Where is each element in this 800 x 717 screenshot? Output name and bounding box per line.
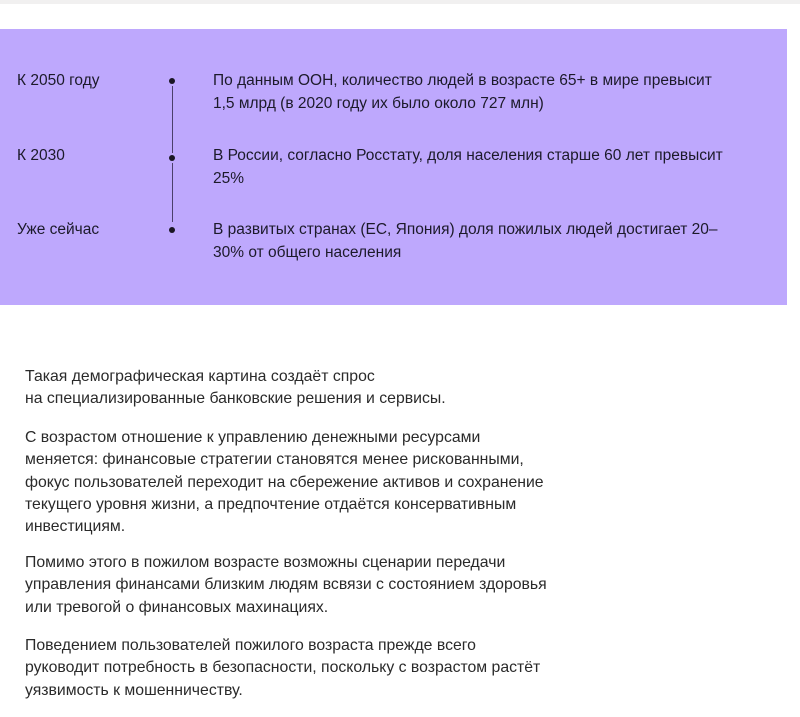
paragraph-line: С возрастом отношение к управлению денежными ресурсами (25, 429, 481, 446)
paragraph-line: управления финансами близким людям всвязи с состоянием здоровья (25, 576, 547, 594)
paragraph-line: на специализированные банковские решения и сервисы. (25, 390, 446, 408)
paragraph-line: или тревогой о финансовых махинациях. (25, 598, 329, 616)
paragraph-line: Помимо этого в пожилом возрасте возможны сценарии передачи (25, 554, 506, 571)
paragraph (25, 635, 625, 702)
timeline-fact-line: В России, согласно Росстату, доля населения старше 60 лет превысит (213, 147, 723, 164)
paragraph-line: уязвимость к мошенничеству. (25, 681, 243, 699)
timeline-fact (213, 145, 773, 190)
paragraph (25, 552, 625, 619)
timeline-connector (172, 163, 173, 222)
timeline-year-label: К 2030 (17, 147, 65, 164)
timeline-connector (172, 86, 173, 153)
timeline-fact-line: 1,5 млрд (в 2020 году их было около 727 млн) (213, 94, 544, 112)
paragraph-line: руководит потребность в безопасности, поскольку с возрастом растёт (25, 659, 541, 677)
paragraph-line: меняется: финансовые стратегии становятся менее рискованными, (25, 451, 524, 469)
timeline-fact-line: 25% (213, 169, 245, 187)
timeline-fact-line: 30% от общего населения (213, 243, 402, 261)
paragraph-line: фокус пользователей переходит на сбережение активов и сохранение (25, 473, 544, 491)
timeline-dot-icon (169, 155, 175, 161)
timeline-fact (213, 219, 773, 264)
timeline-fact-line: В развитых странах (ЕС, Япония) доля пожилых людей достигает 20– (213, 221, 718, 238)
paragraph-line: инвестициям. (25, 518, 126, 536)
timeline-dot-icon (169, 227, 175, 233)
paragraph-line: текущего уровня жизни, а предпочтение отдаётся консервативным (25, 495, 517, 513)
top-divider (0, 0, 800, 4)
demographic-timeline-panel (0, 29, 787, 305)
timeline-year-label: Уже сейчас (17, 221, 100, 238)
paragraph-line: Поведением пользователей пожилого возраста прежде всего (25, 637, 476, 654)
timeline-fact (213, 70, 773, 115)
paragraph-line: Такая демографическая картина создаёт спрос (25, 368, 375, 385)
paragraph (25, 366, 625, 411)
timeline-year-label: К 2050 году (17, 72, 100, 89)
timeline-dot-icon (169, 78, 175, 84)
timeline-fact-line: По данным ООН, количество людей в возрасте 65+ в мире превысит (213, 72, 712, 89)
paragraph (25, 427, 625, 538)
